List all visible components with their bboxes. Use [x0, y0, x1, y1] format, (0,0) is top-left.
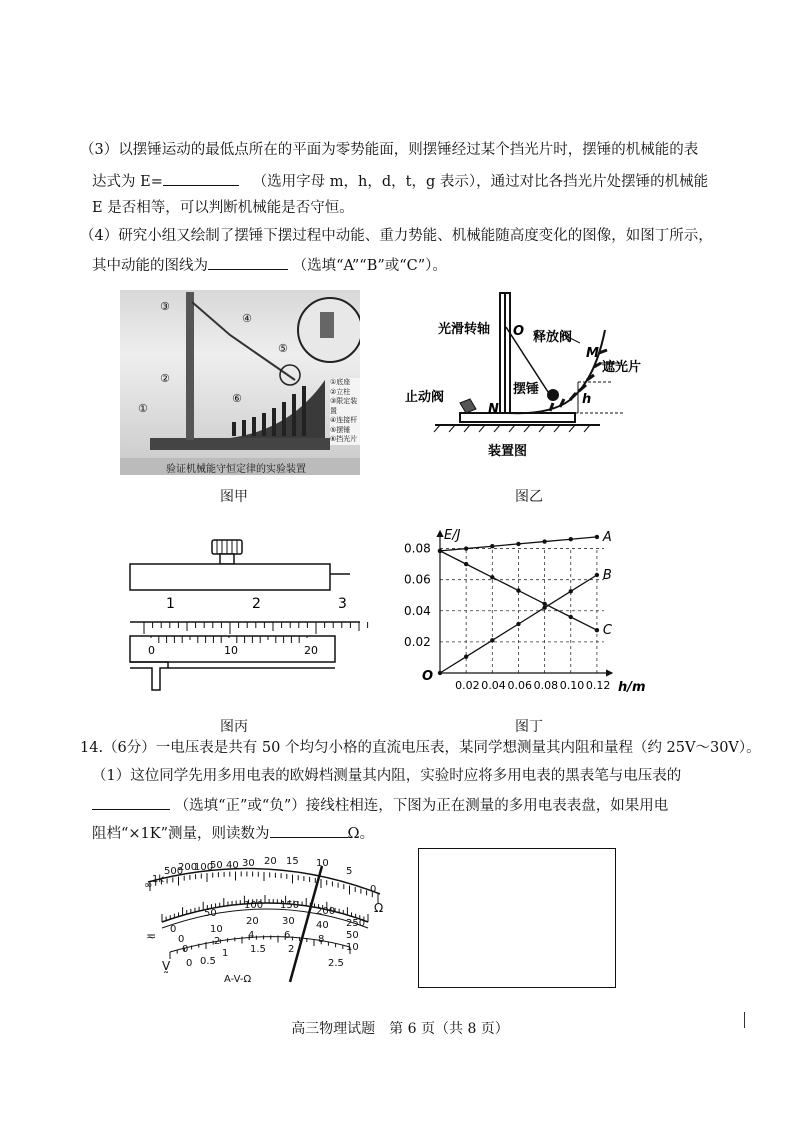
data-point — [542, 539, 546, 543]
q3-line2a: 达式为 E= — [92, 174, 163, 190]
label-pendulum: 摆锤 — [513, 382, 540, 397]
label-shade: 遮光片 — [602, 360, 642, 375]
device-diagram — [400, 285, 680, 465]
main-scale-label: 1 — [166, 596, 175, 612]
legend-item: ③限定装置 — [330, 397, 358, 415]
ohm-unit: Ω — [374, 901, 384, 915]
x-tick-label: 0.02 — [455, 679, 480, 692]
y-axis-label: E/J — [444, 528, 461, 543]
answer-blank-reading[interactable] — [270, 822, 348, 838]
low-label: 10 — [346, 942, 359, 953]
margin-mark — [744, 1012, 745, 1028]
ohm-label: 5 — [346, 866, 353, 877]
apparatus-photo — [120, 290, 360, 475]
marker-3: ③ — [160, 300, 170, 313]
q14-line4b: Ω。 — [347, 826, 375, 842]
x-tick-label: 0.12 — [585, 679, 611, 692]
marker-1: ① — [138, 402, 148, 415]
dc-label: 250 — [346, 918, 366, 929]
series-label: C — [602, 623, 613, 639]
caption-bing: 图丙 — [220, 719, 248, 735]
x-tick-label: 0.08 — [533, 679, 559, 692]
label-stop: 止动阀 — [405, 390, 445, 405]
dc-label: 50 — [204, 908, 217, 919]
ac-label: 2.5 — [328, 958, 344, 969]
data-point — [542, 602, 546, 606]
q4-line2 — [92, 254, 447, 276]
data-point — [595, 535, 599, 539]
data-point — [516, 622, 520, 626]
ohm-label: 0 — [370, 884, 377, 895]
q14-line1: 14.（6分）一电压表是共有 50 个均匀小格的直流电压表，某同学想测量其内阻和量程（约 25V～30V）。 — [80, 740, 761, 756]
data-point — [490, 544, 494, 548]
vernier-caliper — [120, 530, 370, 700]
data-point — [464, 654, 468, 658]
marker-2: ② — [160, 372, 170, 385]
q14-line3b: （选填“正”或“负”）接线柱相连，下图为正在测量的多用电表表盘，如果用电 — [174, 798, 669, 814]
legend-item: ②立柱 — [330, 387, 351, 396]
vernier-scale-label: 0 — [148, 644, 155, 657]
ac-label: 1.5 — [250, 944, 266, 955]
mid-label: 40 — [316, 920, 329, 931]
q3-line2 — [92, 170, 708, 192]
data-point — [569, 537, 573, 541]
ac-label: 1 — [222, 948, 229, 959]
data-point — [569, 589, 573, 593]
dc-label: 200 — [316, 906, 336, 917]
data-point — [490, 638, 494, 642]
x-tick-label: 0.06 — [507, 679, 532, 692]
ac-label: 0 — [186, 958, 193, 969]
data-point — [464, 546, 468, 550]
label-h: h — [582, 392, 592, 407]
dc-label: 100 — [244, 900, 264, 911]
ohm-label: 1k — [152, 874, 165, 885]
q3-line1: （3）以摆锤运动的最低点所在的平面为零势能面，则摆锤经过某个挡光片时，摆锤的机械能的表 — [80, 142, 699, 158]
series-label: A — [602, 529, 612, 545]
q14-line4 — [92, 822, 374, 844]
legend-item: ①底座 — [330, 378, 351, 386]
q3-line3: E 是否相等，可以判断机械能是否守恒。 — [92, 200, 354, 216]
answer-blank-e[interactable] — [163, 170, 239, 186]
multimeter-dial — [140, 852, 400, 987]
data-point — [516, 542, 520, 546]
ohm-label: 10 — [316, 858, 329, 869]
legend-item: ⑤摆锤 — [330, 425, 351, 434]
ohm-label: 15 — [286, 856, 299, 867]
x-tick-label: 0.10 — [559, 679, 585, 692]
energy-chart — [400, 525, 650, 705]
marker-5: ⑤ — [278, 342, 288, 355]
mid-label: 0 — [178, 934, 185, 945]
y-tick-label: 0.02 — [404, 634, 431, 649]
origin-label: O — [422, 669, 434, 684]
vernier-scale-label: 20 — [304, 644, 318, 657]
mid-label: 30 — [282, 916, 295, 927]
y-tick-label: 0.08 — [404, 541, 431, 556]
main-scale-label: 3 — [338, 596, 347, 612]
ohm-label: ∞ — [144, 880, 153, 891]
ohm-label: 40 — [226, 860, 239, 871]
page-footer: 高三物理试题 第 6 页（共 8 页） — [291, 1021, 509, 1037]
vernier-scale-label: 10 — [224, 644, 238, 657]
mid-label: 20 — [246, 916, 259, 927]
caption-yi: 图乙 — [515, 489, 543, 505]
low-label: 0 — [182, 944, 189, 955]
q14-line3 — [92, 794, 668, 816]
data-point — [490, 575, 494, 579]
dc-symbol: ≂ — [146, 929, 157, 943]
label-m: M — [586, 346, 599, 361]
legend-item: ⑥挡光片 — [330, 435, 358, 443]
q3-line2b: （选用字母 m，h，d，t，g 表示），通过对比各挡光片处摆锤的机械能 — [252, 174, 709, 190]
q14-line4a: 阻档“×1K”测量，则读数为 — [92, 826, 270, 842]
q4-line2b: （选填“A”“B”或“C”）。 — [292, 258, 447, 274]
label-n: N — [488, 402, 499, 417]
ohm-label: 50 — [210, 860, 223, 871]
ohm-label: 100 — [194, 862, 214, 873]
data-point — [438, 671, 442, 675]
ohm-label: 500 — [164, 866, 184, 877]
dc-label: 0 — [170, 924, 177, 935]
data-point — [595, 573, 599, 577]
ac-symbol: V̰ — [162, 959, 171, 973]
answer-blank-kinetic[interactable] — [208, 254, 288, 270]
legend-item: ④连接杆 — [330, 416, 358, 424]
q4-line2a: 其中动能的图线为 — [92, 258, 208, 274]
apparatus-legend — [330, 378, 360, 445]
y-tick-label: 0.04 — [404, 603, 431, 618]
low-label: 8 — [318, 934, 325, 945]
low-label: 4 — [248, 930, 255, 941]
mid-label: 10 — [210, 924, 223, 935]
data-point — [595, 628, 599, 632]
data-point — [438, 549, 442, 553]
data-point — [464, 562, 468, 566]
low-label: 6 — [284, 930, 291, 941]
ohm-label: 20 — [264, 856, 277, 867]
answer-blank-terminal[interactable] — [92, 794, 170, 810]
label-device: 装置图 — [488, 444, 528, 459]
label-o: O — [513, 324, 525, 339]
x-axis-label: h/m — [618, 680, 646, 695]
marker-6: ⑥ — [232, 392, 242, 405]
dc-label: 150 — [280, 900, 300, 911]
answer-box[interactable] — [418, 848, 616, 988]
label-release: 释放阀 — [533, 330, 573, 345]
series-label: B — [602, 568, 612, 583]
q14-line2: （1）这位同学先用多用电表的欧姆档测量其内阻，实验时应将多用电表的黑表笔与电压表的 — [92, 768, 682, 784]
ac-label: 0.5 — [200, 956, 216, 967]
photo-title: 验证机械能守恒定律的实验装置 — [166, 464, 306, 475]
label-axis: 光滑转轴 — [438, 322, 491, 337]
low-label: 2 — [214, 936, 221, 947]
q4-line1: （4）研究小组又绘制了摆锤下摆过程中动能、重力势能、机械能随高度变化的图像，如图丁所示， — [80, 228, 713, 244]
marker-4: ④ — [242, 312, 252, 325]
ac-label: 2 — [288, 944, 295, 955]
main-scale-label: 2 — [252, 596, 261, 612]
data-point — [542, 605, 546, 609]
caption-ding: 图丁 — [515, 719, 543, 735]
x-tick-label: 0.04 — [481, 679, 506, 692]
data-point — [569, 615, 573, 619]
dial-label: A-V-Ω — [224, 974, 252, 985]
caption-jia: 图甲 — [220, 489, 248, 505]
data-point — [516, 588, 520, 592]
ohm-label: 200 — [178, 862, 198, 873]
y-tick-label: 0.06 — [404, 572, 431, 587]
ohm-label: 30 — [242, 858, 255, 869]
mid-label: 50 — [346, 930, 359, 941]
